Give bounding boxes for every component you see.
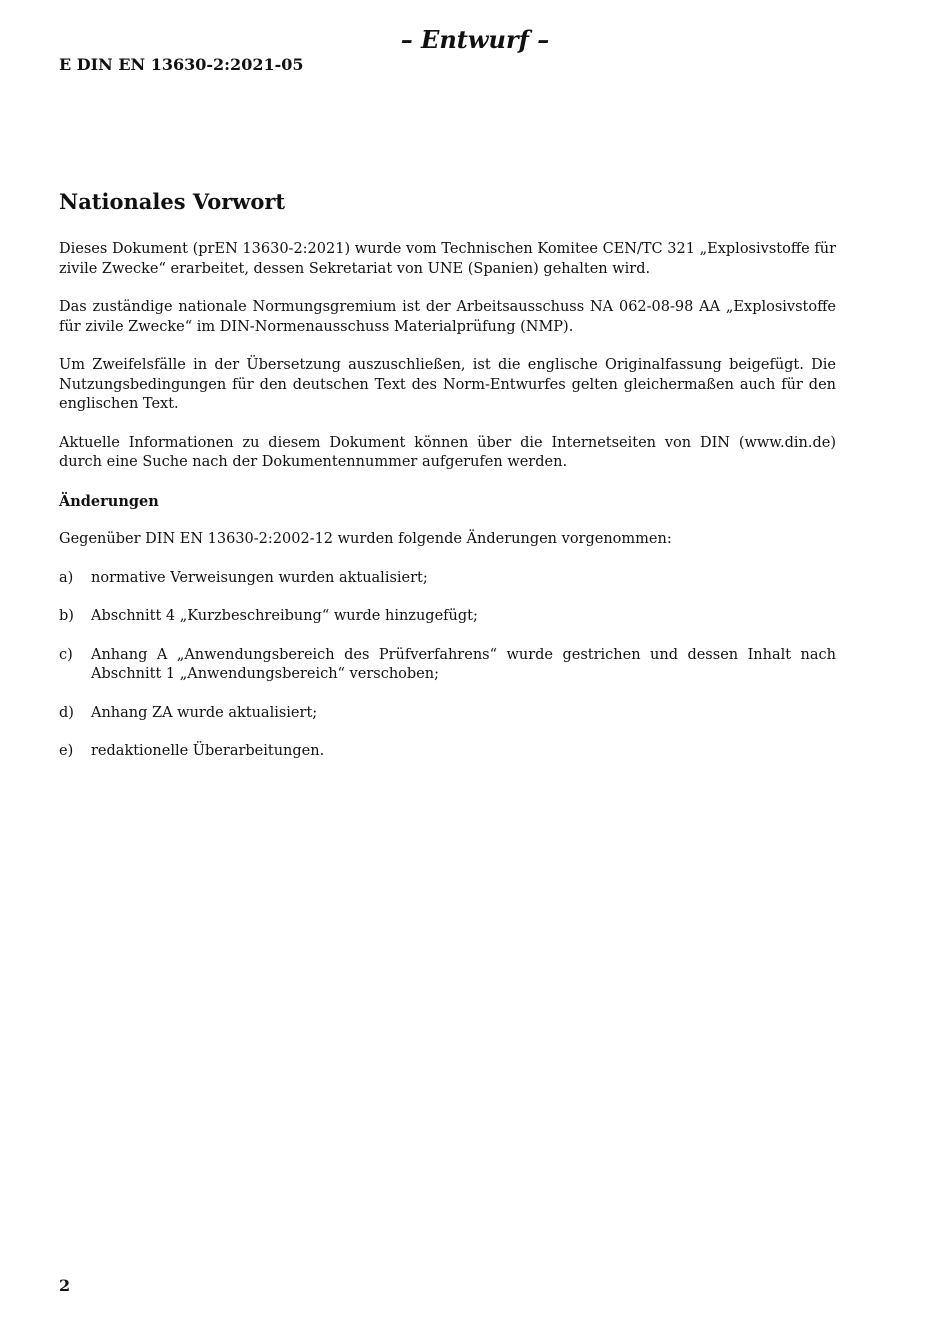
list-item-label: e) (59, 743, 74, 759)
document-body (59, 240, 836, 781)
list-item-text: Anhang A „Anwendungsbereich des Prüfverfahrens“ wurde gestrichen und dessen Inhalt nach Abschnitt 1 „Anwendungsbereich“ verschoben; (91, 646, 836, 682)
list-item (59, 569, 836, 589)
changes-intro: Gegenüber DIN EN 13630-2:2002-12 wurden folgende Änderungen vorgenommen: (59, 531, 672, 547)
page-number: 2 (59, 1276, 71, 1295)
draft-watermark: – Entwurf – (400, 25, 550, 54)
paragraph: Dieses Dokument (prEN 13630-2:2021) wurde vom Technischen Komitee CEN/TC 321 „Explosivstoffe für zivile Zwecke“ erarbeitet, dessen Sekretariat von UNE (Spanien) gehalten wird. (59, 241, 836, 277)
list-item-text: redaktionelle Überarbeitungen. (91, 743, 325, 759)
paragraph: Aktuelle Informationen zu diesem Dokument können über die Internetseiten von DIN (www.din.de) durch eine Suche nach der Dokumentennummer aufgerufen werden. (59, 434, 836, 470)
list-item (59, 704, 836, 724)
changes-heading: Änderungen (59, 492, 159, 510)
list-item (59, 646, 836, 685)
list-item (59, 742, 836, 762)
list-item-text: normative Verweisungen wurden aktualisiert; (91, 569, 428, 586)
list-item-text: Anhang ZA wurde aktualisiert; (91, 704, 318, 721)
page-title: Nationales Vorwort (59, 189, 286, 214)
paragraph: Um Zweifelsfälle in der Übersetzung auszuschließen, ist die englische Originalfassung beigefügt. Die Nutzungsbedingungen für den deutschen Text des Norm-Entwurfes gelten gleichermaßen auch für den englischen Text. (59, 357, 836, 412)
list-item-text: Abschnitt 4 „Kurzbeschreibung“ wurde hinzugefügt; (91, 608, 478, 624)
document-id: E DIN EN 13630-2:2021-05 (59, 55, 304, 74)
list-item-label: d) (59, 704, 74, 721)
list-item (59, 607, 836, 627)
list-item-label: a) (59, 569, 74, 586)
paragraph: Das zuständige nationale Normungsgremium ist der Arbeitsausschuss NA 062-08-98 AA „Explosivstoffe für zivile Zwecke“ im DIN-Normenausschuss Materialprüfung (NMP). (59, 299, 836, 335)
list-item-label: c) (59, 646, 73, 663)
list-item-label: b) (59, 608, 74, 624)
